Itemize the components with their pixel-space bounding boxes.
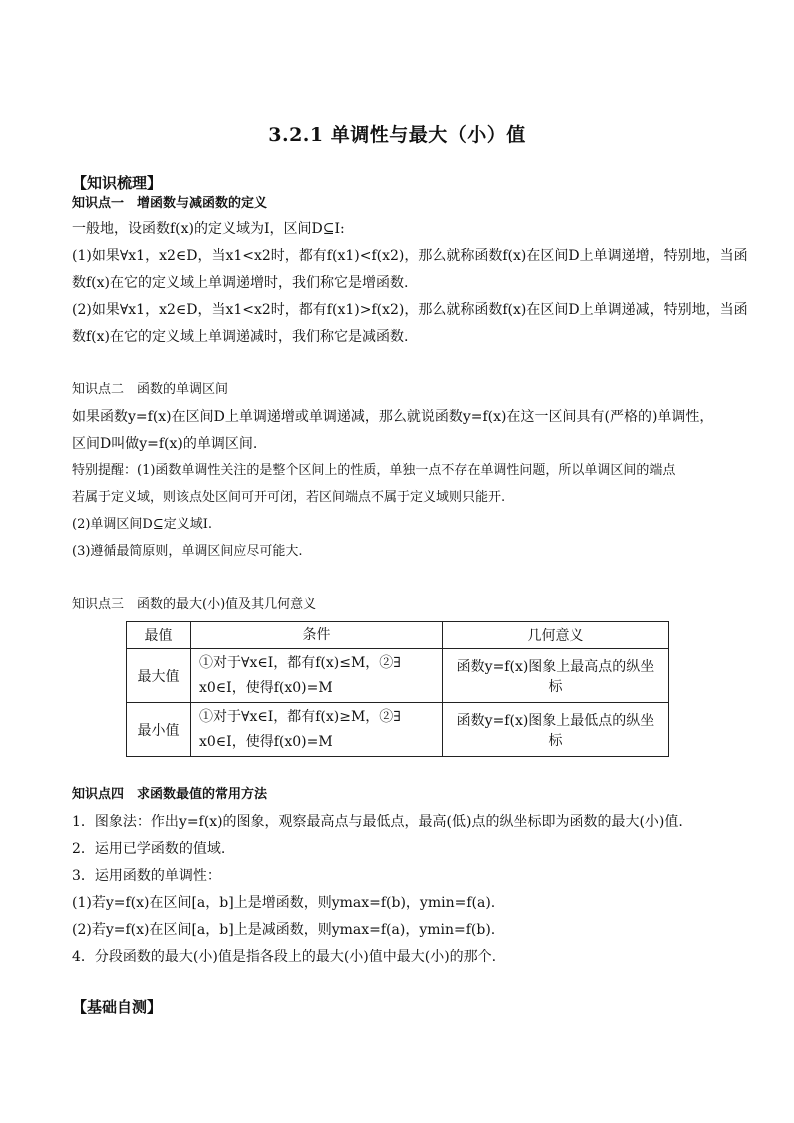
kp1-increasing-line1: (1)如果∀x1，x2∈D，当x1<x2时，都有f(x1)<f(x2)，那么就称函数f(x)在区间D上单调递增，特别地，当函 bbox=[72, 248, 748, 264]
condition-line: x0∈I，使得f(x0)=M bbox=[199, 733, 333, 750]
kp1-increasing-line2: 数f(x)在它的定义域上单调递增时，我们称它是增函数. bbox=[72, 275, 409, 291]
table-row bbox=[127, 703, 669, 757]
condition-line: x0∈I，使得f(x0)=M bbox=[199, 679, 333, 696]
table-cell-condition bbox=[191, 703, 443, 757]
table-header-cell: 最值 bbox=[127, 622, 191, 649]
page-title: 3.2.1 单调性与最大（小）值 bbox=[268, 124, 526, 146]
table-header-cell: 几何意义 bbox=[443, 622, 669, 649]
kp2-note2: 若属于定义域，则该点处区间可开可闭，若区间端点不属于定义域则只能开. bbox=[72, 490, 506, 505]
kp4-heading: 知识点四 求函数最值的常用方法 bbox=[72, 787, 268, 802]
kp2-line2: 区间D叫做y=f(x)的单调区间. bbox=[72, 436, 258, 452]
extremum-table bbox=[126, 621, 669, 757]
kp4-item4: 4．分段函数的最大(小)值是指各段上的最大(小)值中最大(小)的那个. bbox=[72, 949, 497, 965]
kp2-note4: (3)遵循最简原则，单调区间应尽可能大. bbox=[72, 544, 303, 559]
section-heading-knowledge: 【知识梳理】 bbox=[72, 174, 163, 192]
kp1-intro: 一般地，设函数f(x)的定义域为I，区间D⊆I: bbox=[72, 221, 345, 237]
condition-line: ①对于∀x∈I，都有f(x)≤M，②∃ bbox=[199, 654, 401, 671]
kp2-heading: 知识点二 函数的单调区间 bbox=[72, 382, 229, 397]
kp2-line1: 如果函数y=f(x)在区间D上单调递增或单调递减，那么就说函数y=f(x)在这一区间具有(严格的)单调性， bbox=[72, 409, 714, 425]
condition-line: ①对于∀x∈I，都有f(x)≥M，②∃ bbox=[199, 708, 401, 725]
section-heading-self-test: 【基础自测】 bbox=[72, 998, 163, 1016]
kp2-note1: 特别提醒：(1)函数单调性关注的是整个区间上的性质，单独一点不存在单调性问题，所以单调区间的端点 bbox=[72, 463, 676, 478]
table-cell-name: 最小值 bbox=[127, 703, 191, 757]
kp1-decreasing-line1: (2)如果∀x1，x2∈D，当x1<x2时，都有f(x1)>f(x2)，那么就称函数f(x)在区间D上单调递减，特别地，当函 bbox=[72, 302, 748, 318]
table-cell-condition bbox=[191, 649, 443, 703]
kp4-item3b: (2)若y=f(x)在区间[a，b]上是减函数，则ymax=f(a)，ymin=f(b). bbox=[72, 922, 496, 938]
table-cell-meaning: 函数y=f(x)图象上最高点的纵坐标 bbox=[443, 649, 669, 703]
kp1-decreasing-line2: 数f(x)在它的定义域上单调递减时，我们称它是减函数. bbox=[72, 329, 409, 345]
table-header-row bbox=[127, 622, 669, 649]
kp4-item1: 1．图象法：作出y=f(x)的图象，观察最高点与最低点，最高(低)点的纵坐标即为函数的最大(小)值. bbox=[72, 814, 683, 830]
table-header-cell: 条件 bbox=[191, 622, 443, 649]
table-cell-name: 最大值 bbox=[127, 649, 191, 703]
kp2-note3: (2)单调区间D⊆定义域I. bbox=[72, 517, 212, 532]
kp3-heading: 知识点三 函数的最大(小)值及其几何意义 bbox=[72, 597, 317, 612]
kp4-item3: 3．运用函数的单调性： bbox=[72, 868, 221, 884]
table-row bbox=[127, 649, 669, 703]
kp4-item3a: (1)若y=f(x)在区间[a，b]上是增函数，则ymax=f(b)，ymin=f(a). bbox=[72, 895, 496, 911]
kp4-item2: 2．运用已学函数的值域. bbox=[72, 841, 226, 857]
table-cell-meaning: 函数y=f(x)图象上最低点的纵坐标 bbox=[443, 703, 669, 757]
kp1-heading: 知识点一 增函数与减函数的定义 bbox=[72, 196, 268, 211]
